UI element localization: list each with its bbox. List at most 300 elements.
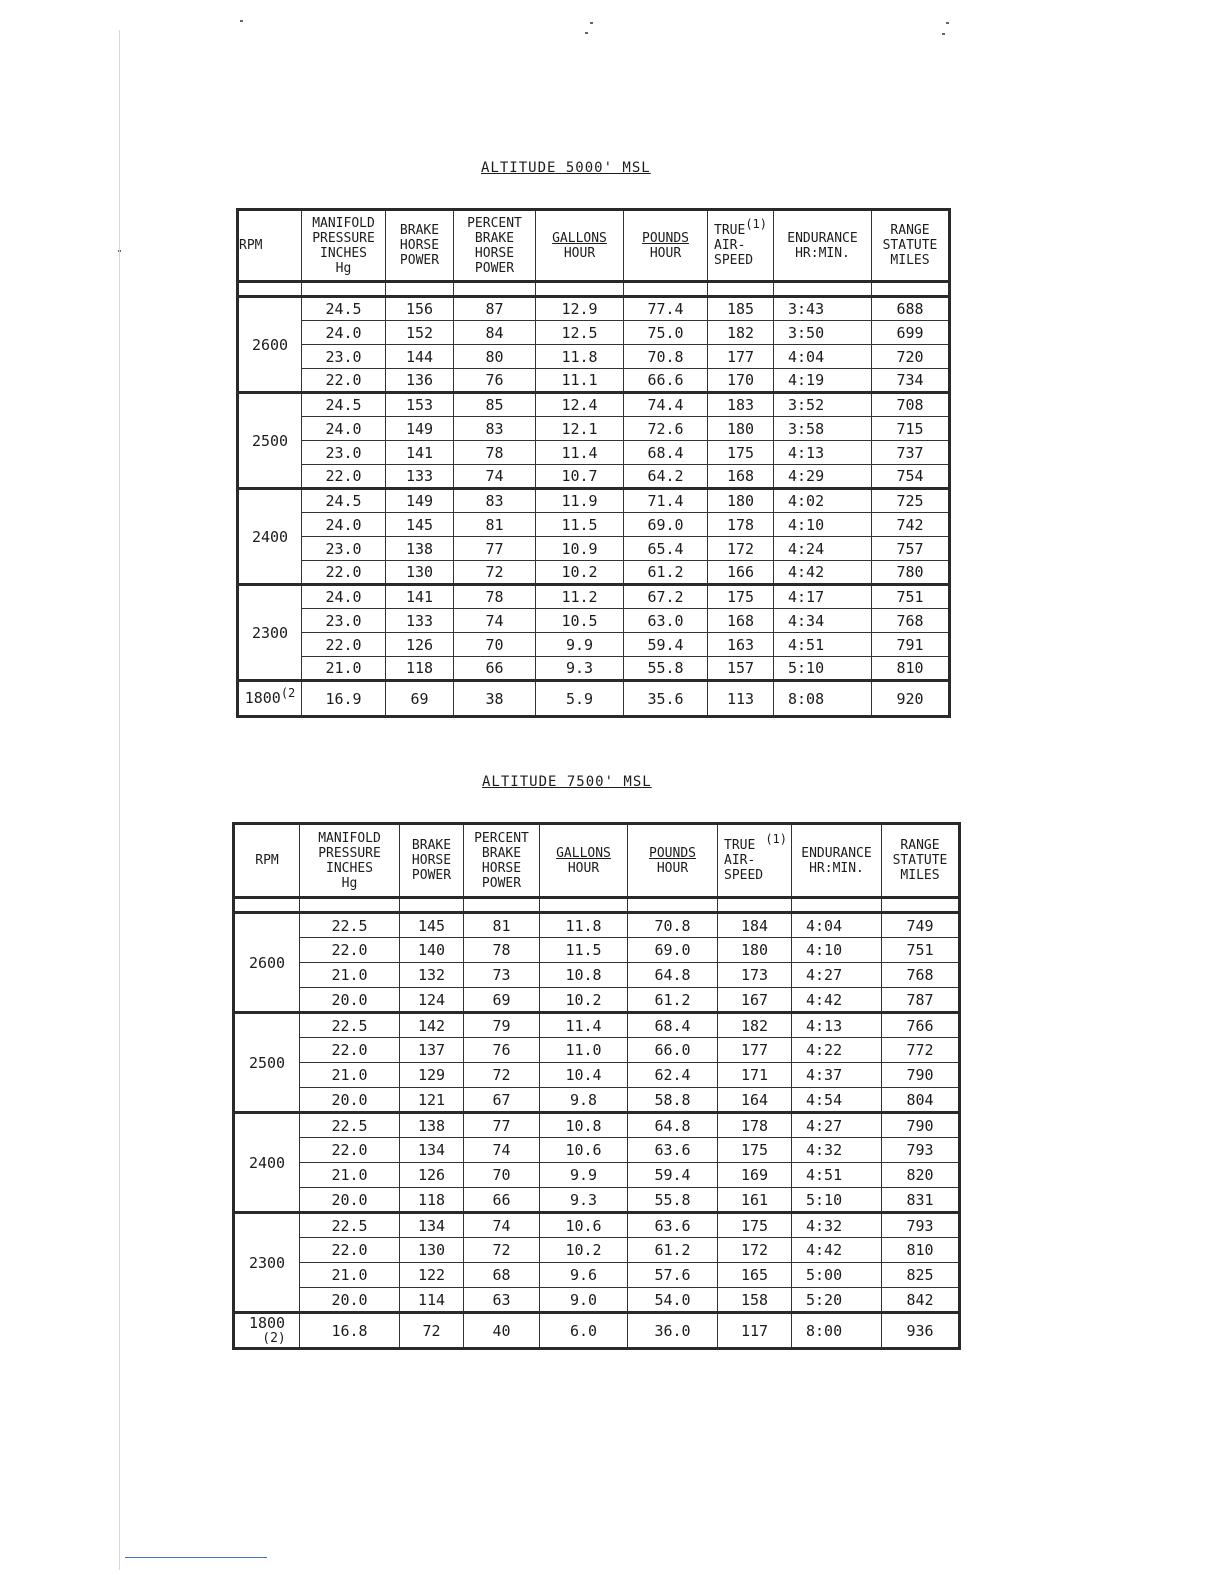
table-row: [234, 938, 960, 963]
data-cell: 70: [464, 1163, 540, 1188]
data-cell: 20.0: [300, 1288, 400, 1313]
data-cell: 118: [400, 1188, 464, 1213]
data-cell: 23.0: [302, 345, 386, 369]
gap-cell: [302, 282, 386, 297]
data-cell: 126: [400, 1163, 464, 1188]
data-cell: 24.0: [302, 321, 386, 345]
data-cell: 11.4: [540, 1013, 628, 1038]
data-cell: 64.2: [624, 465, 708, 489]
data-cell: 10.6: [540, 1213, 628, 1238]
data-cell: 8:08: [774, 681, 872, 717]
data-cell: 21.0: [302, 657, 386, 681]
table-row: [234, 1263, 960, 1288]
data-cell: 4:27: [792, 1113, 882, 1138]
table-row: [234, 913, 960, 938]
data-cell: 124: [400, 988, 464, 1013]
data-cell: 831: [882, 1188, 960, 1213]
data-cell: 83: [454, 489, 536, 513]
gap-cell: [718, 898, 792, 913]
data-cell: 122: [400, 1263, 464, 1288]
performance-table-5000: [236, 208, 951, 718]
data-cell: 141: [386, 585, 454, 609]
rpm-value: 1800: [248, 1313, 286, 1332]
data-cell: 715: [872, 417, 950, 441]
data-cell: 757: [872, 537, 950, 561]
data-cell: 72: [464, 1063, 540, 1088]
header-brake-horse-power: BRAKE HORSE POWER: [400, 824, 464, 898]
data-cell: 149: [386, 489, 454, 513]
data-cell: 768: [882, 963, 960, 988]
data-cell: 62.4: [628, 1063, 718, 1088]
data-cell: 11.2: [536, 585, 624, 609]
rpm-cell: [234, 1313, 300, 1349]
gap-cell: [708, 282, 774, 297]
data-cell: 11.4: [536, 441, 624, 465]
gap-cell: [872, 282, 950, 297]
data-cell: 790: [882, 1063, 960, 1088]
table-row-1800: [234, 1313, 960, 1349]
data-cell: 24.5: [302, 489, 386, 513]
data-cell: 9.6: [540, 1263, 628, 1288]
data-cell: 4:51: [792, 1163, 882, 1188]
data-cell: 4:24: [774, 537, 872, 561]
data-cell: 12.4: [536, 393, 624, 417]
data-cell: 4:42: [792, 988, 882, 1013]
data-cell: 168: [708, 609, 774, 633]
scan-margin-line: [119, 30, 120, 1570]
data-cell: 175: [718, 1138, 792, 1163]
data-cell: 153: [386, 393, 454, 417]
data-cell: 180: [708, 417, 774, 441]
data-cell: 10.2: [540, 988, 628, 1013]
data-cell: 55.8: [628, 1188, 718, 1213]
data-cell: 137: [400, 1038, 464, 1063]
data-cell: 804: [882, 1088, 960, 1113]
table-row: [238, 321, 950, 345]
data-cell: 22.5: [300, 1013, 400, 1038]
data-cell: 3:43: [774, 297, 872, 321]
header-pounds-hour: POUNDS HOUR: [628, 824, 718, 898]
header-range: RANGE STATUTE MILES: [882, 824, 960, 898]
data-cell: 24.0: [302, 585, 386, 609]
data-cell: 9.0: [540, 1288, 628, 1313]
data-cell: 171: [718, 1063, 792, 1088]
data-cell: 173: [718, 963, 792, 988]
data-cell: 725: [872, 489, 950, 513]
rpm-cell: 2400: [238, 489, 302, 585]
data-cell: 699: [872, 321, 950, 345]
data-cell: 772: [882, 1038, 960, 1063]
table-row: [234, 988, 960, 1013]
data-cell: 166: [708, 561, 774, 585]
data-cell: 114: [400, 1288, 464, 1313]
data-cell: 61.2: [624, 561, 708, 585]
table-row: [238, 633, 950, 657]
performance-table-7500: [232, 822, 961, 1350]
data-cell: 40: [464, 1313, 540, 1349]
data-cell: 113: [708, 681, 774, 717]
data-cell: 138: [400, 1113, 464, 1138]
data-cell: 24.5: [302, 297, 386, 321]
header-gap-row: [238, 282, 950, 297]
data-cell: 20.0: [300, 988, 400, 1013]
rpm-cell: 2600: [238, 297, 302, 393]
data-cell: 10.8: [540, 1113, 628, 1138]
data-cell: 688: [872, 297, 950, 321]
data-cell: 23.0: [302, 537, 386, 561]
table-row: [234, 1288, 960, 1313]
gap-cell: [300, 898, 400, 913]
table-row: [238, 609, 950, 633]
data-cell: 4:32: [792, 1138, 882, 1163]
data-cell: 156: [386, 297, 454, 321]
data-cell: 59.4: [628, 1163, 718, 1188]
header-manifold-pressure: MANIFOLD PRESSURE INCHES Hg: [302, 210, 386, 282]
header-rpm: RPM: [234, 824, 300, 898]
data-cell: 76: [464, 1038, 540, 1063]
rpm-cell: 2300: [238, 585, 302, 681]
data-cell: 132: [400, 963, 464, 988]
rpm-cell: [238, 681, 302, 717]
data-cell: 11.8: [536, 345, 624, 369]
header-percent-bhp: PERCENT BRAKE HORSE POWER: [464, 824, 540, 898]
data-cell: 130: [400, 1238, 464, 1263]
data-cell: 178: [708, 513, 774, 537]
data-cell: 10.5: [536, 609, 624, 633]
data-cell: 12.9: [536, 297, 624, 321]
data-cell: 5:10: [774, 657, 872, 681]
data-cell: 178: [718, 1113, 792, 1138]
gap-cell: [624, 282, 708, 297]
data-cell: 63: [464, 1288, 540, 1313]
data-cell: 22.5: [300, 913, 400, 938]
data-cell: 145: [386, 513, 454, 537]
data-cell: 175: [718, 1213, 792, 1238]
data-cell: 22.0: [302, 561, 386, 585]
data-cell: 11.0: [540, 1038, 628, 1063]
data-cell: 118: [386, 657, 454, 681]
data-cell: 791: [872, 633, 950, 657]
gap-cell: [386, 282, 454, 297]
table-body-5000: [238, 282, 950, 717]
data-cell: 167: [718, 988, 792, 1013]
data-cell: 12.1: [536, 417, 624, 441]
table-row: [238, 657, 950, 681]
data-cell: 21.0: [300, 963, 400, 988]
header-range: RANGE STATUTE MILES: [872, 210, 950, 282]
data-cell: 78: [454, 441, 536, 465]
gap-cell: [882, 898, 960, 913]
data-cell: 164: [718, 1088, 792, 1113]
data-cell: 57.6: [628, 1263, 718, 1288]
header-brake-horse-power: BRAKE HORSE POWER: [386, 210, 454, 282]
header-endurance: ENDURANCE HR:MIN.: [774, 210, 872, 282]
gap-cell: [540, 898, 628, 913]
data-cell: 69: [464, 988, 540, 1013]
data-cell: 790: [882, 1113, 960, 1138]
data-cell: 134: [400, 1138, 464, 1163]
data-cell: 121: [400, 1088, 464, 1113]
header-gap-row: [234, 898, 960, 913]
data-cell: 4:10: [774, 513, 872, 537]
data-cell: 168: [708, 465, 774, 489]
data-cell: 158: [718, 1288, 792, 1313]
data-cell: 67.2: [624, 585, 708, 609]
data-cell: 63.0: [624, 609, 708, 633]
data-cell: 742: [872, 513, 950, 537]
data-cell: 4:13: [792, 1013, 882, 1038]
data-cell: 117: [718, 1313, 792, 1349]
data-cell: 4:19: [774, 369, 872, 393]
data-cell: 180: [708, 489, 774, 513]
scan-speck: [590, 22, 593, 24]
table-row: [234, 1213, 960, 1238]
data-cell: 751: [872, 585, 950, 609]
data-cell: 22.5: [300, 1213, 400, 1238]
data-cell: 11.1: [536, 369, 624, 393]
header-gallons-hour: GALLONS HOUR: [540, 824, 628, 898]
header-manifold-pressure: MANIFOLD PRESSURE INCHES Hg: [300, 824, 400, 898]
data-cell: 130: [386, 561, 454, 585]
data-cell: 70: [454, 633, 536, 657]
table-row: [238, 417, 950, 441]
data-cell: 5:00: [792, 1263, 882, 1288]
data-cell: 3:52: [774, 393, 872, 417]
data-cell: 23.0: [302, 441, 386, 465]
data-cell: 83: [454, 417, 536, 441]
data-cell: 9.9: [536, 633, 624, 657]
data-cell: 3:58: [774, 417, 872, 441]
data-cell: 136: [386, 369, 454, 393]
data-cell: 78: [454, 585, 536, 609]
data-cell: 185: [708, 297, 774, 321]
scan-speck: [585, 32, 588, 34]
data-cell: 22.0: [302, 465, 386, 489]
data-cell: 22.0: [302, 633, 386, 657]
data-cell: 77.4: [624, 297, 708, 321]
data-cell: 4:29: [774, 465, 872, 489]
data-cell: 22.0: [300, 1238, 400, 1263]
data-cell: 10.9: [536, 537, 624, 561]
data-cell: 734: [872, 369, 950, 393]
data-cell: 10.2: [540, 1238, 628, 1263]
data-cell: 24.0: [302, 417, 386, 441]
data-cell: 175: [708, 585, 774, 609]
data-cell: 133: [386, 609, 454, 633]
gap-cell: [234, 898, 300, 913]
data-cell: 69.0: [624, 513, 708, 537]
scan-blue-line: [125, 1557, 267, 1558]
data-cell: 9.3: [536, 657, 624, 681]
data-cell: 820: [882, 1163, 960, 1188]
table-row: [238, 441, 950, 465]
data-cell: 4:22: [792, 1038, 882, 1063]
gap-cell: [464, 898, 540, 913]
data-cell: 5:10: [792, 1188, 882, 1213]
data-cell: 138: [386, 537, 454, 561]
rpm-cell: 2400: [234, 1113, 300, 1213]
data-cell: 754: [872, 465, 950, 489]
data-cell: 35.6: [624, 681, 708, 717]
data-cell: 78: [464, 938, 540, 963]
data-cell: 182: [708, 321, 774, 345]
data-cell: 75.0: [624, 321, 708, 345]
data-cell: 145: [400, 913, 464, 938]
data-cell: 4:34: [774, 609, 872, 633]
data-cell: 3:50: [774, 321, 872, 345]
data-cell: 177: [718, 1038, 792, 1063]
data-cell: 810: [872, 657, 950, 681]
table-row: [238, 489, 950, 513]
table-row: [238, 585, 950, 609]
data-cell: 21.0: [300, 1263, 400, 1288]
data-cell: 63.6: [628, 1213, 718, 1238]
data-cell: 4:27: [792, 963, 882, 988]
data-cell: 129: [400, 1063, 464, 1088]
data-cell: 70.8: [628, 913, 718, 938]
header-endurance: ENDURANCE HR:MIN.: [792, 824, 882, 898]
data-cell: 11.9: [536, 489, 624, 513]
gap-cell: [792, 898, 882, 913]
gap-cell: [238, 282, 302, 297]
data-cell: 11.8: [540, 913, 628, 938]
data-cell: 38: [454, 681, 536, 717]
data-cell: 8:00: [792, 1313, 882, 1349]
data-cell: 149: [386, 417, 454, 441]
data-cell: 69.0: [628, 938, 718, 963]
data-cell: 10.4: [540, 1063, 628, 1088]
table-row: [238, 537, 950, 561]
data-cell: 4:10: [792, 938, 882, 963]
data-cell: 140: [400, 938, 464, 963]
table-row: [238, 465, 950, 489]
data-cell: 10.8: [540, 963, 628, 988]
data-cell: 177: [708, 345, 774, 369]
data-cell: 12.5: [536, 321, 624, 345]
data-cell: 22.0: [300, 1138, 400, 1163]
data-cell: 768: [872, 609, 950, 633]
data-cell: 64.8: [628, 963, 718, 988]
gap-cell: [774, 282, 872, 297]
data-cell: 72.6: [624, 417, 708, 441]
data-cell: 169: [718, 1163, 792, 1188]
data-cell: 54.0: [628, 1288, 718, 1313]
data-cell: 73: [464, 963, 540, 988]
data-cell: 69: [386, 681, 454, 717]
data-cell: 142: [400, 1013, 464, 1038]
data-cell: 63.6: [628, 1138, 718, 1163]
table-row: [234, 1113, 960, 1138]
data-cell: 74: [464, 1213, 540, 1238]
data-cell: 134: [400, 1213, 464, 1238]
data-cell: 787: [882, 988, 960, 1013]
data-cell: 9.8: [540, 1088, 628, 1113]
header-pounds-hour: POUNDS HOUR: [624, 210, 708, 282]
data-cell: 810: [882, 1238, 960, 1263]
data-cell: 141: [386, 441, 454, 465]
gap-cell: [400, 898, 464, 913]
rpm-cell: 2500: [238, 393, 302, 489]
data-cell: 163: [708, 633, 774, 657]
table-row: [234, 1063, 960, 1088]
data-cell: 87: [454, 297, 536, 321]
data-cell: 55.8: [624, 657, 708, 681]
data-cell: 180: [718, 938, 792, 963]
data-cell: 74: [464, 1138, 540, 1163]
data-cell: 9.3: [540, 1188, 628, 1213]
data-cell: 5.9: [536, 681, 624, 717]
table-row: [238, 561, 950, 585]
data-cell: 24.5: [302, 393, 386, 417]
data-cell: 59.4: [624, 633, 708, 657]
data-cell: 71.4: [624, 489, 708, 513]
data-cell: 183: [708, 393, 774, 417]
data-cell: 11.5: [540, 938, 628, 963]
data-cell: 10.6: [540, 1138, 628, 1163]
data-cell: 74: [454, 609, 536, 633]
data-cell: 184: [718, 913, 792, 938]
data-cell: 10.2: [536, 561, 624, 585]
header-percent-bhp: PERCENT BRAKE HORSE POWER: [454, 210, 536, 282]
data-cell: 172: [718, 1238, 792, 1263]
data-cell: 5:20: [792, 1288, 882, 1313]
table-row: [234, 1138, 960, 1163]
gap-cell: [454, 282, 536, 297]
header-true-airspeed: TRUE(1) AIR- SPEED: [708, 210, 774, 282]
data-cell: 84: [454, 321, 536, 345]
data-cell: 793: [882, 1138, 960, 1163]
data-cell: 11.5: [536, 513, 624, 537]
data-cell: 21.0: [300, 1163, 400, 1188]
data-cell: 20.0: [300, 1088, 400, 1113]
data-cell: 157: [708, 657, 774, 681]
data-cell: 4:04: [774, 345, 872, 369]
data-cell: 766: [882, 1013, 960, 1038]
data-cell: 10.7: [536, 465, 624, 489]
data-cell: 182: [718, 1013, 792, 1038]
data-cell: 708: [872, 393, 950, 417]
table-row: [234, 963, 960, 988]
data-cell: 4:02: [774, 489, 872, 513]
table-row: [234, 1038, 960, 1063]
data-cell: 152: [386, 321, 454, 345]
data-cell: 36.0: [628, 1313, 718, 1349]
table-row: [234, 1013, 960, 1038]
data-cell: 172: [708, 537, 774, 561]
scan-speck: [946, 22, 949, 24]
table-title-5000: ALTITUDE 5000' MSL: [481, 160, 651, 176]
header-rpm: RPM: [238, 210, 302, 282]
data-cell: 81: [454, 513, 536, 537]
rpm-cell: 2500: [234, 1013, 300, 1113]
data-cell: 68: [464, 1263, 540, 1288]
data-cell: 66: [454, 657, 536, 681]
rpm-cell: 2300: [234, 1213, 300, 1313]
data-cell: 4:32: [792, 1213, 882, 1238]
data-cell: 68.4: [628, 1013, 718, 1038]
data-cell: 133: [386, 465, 454, 489]
data-cell: 24.0: [302, 513, 386, 537]
data-cell: 737: [872, 441, 950, 465]
data-cell: 175: [708, 441, 774, 465]
table-row: [238, 345, 950, 369]
data-cell: 780: [872, 561, 950, 585]
data-cell: 4:54: [792, 1088, 882, 1113]
data-cell: 793: [882, 1213, 960, 1238]
data-cell: 4:42: [774, 561, 872, 585]
data-cell: 81: [464, 913, 540, 938]
footnote-marker: (2): [262, 1330, 286, 1346]
